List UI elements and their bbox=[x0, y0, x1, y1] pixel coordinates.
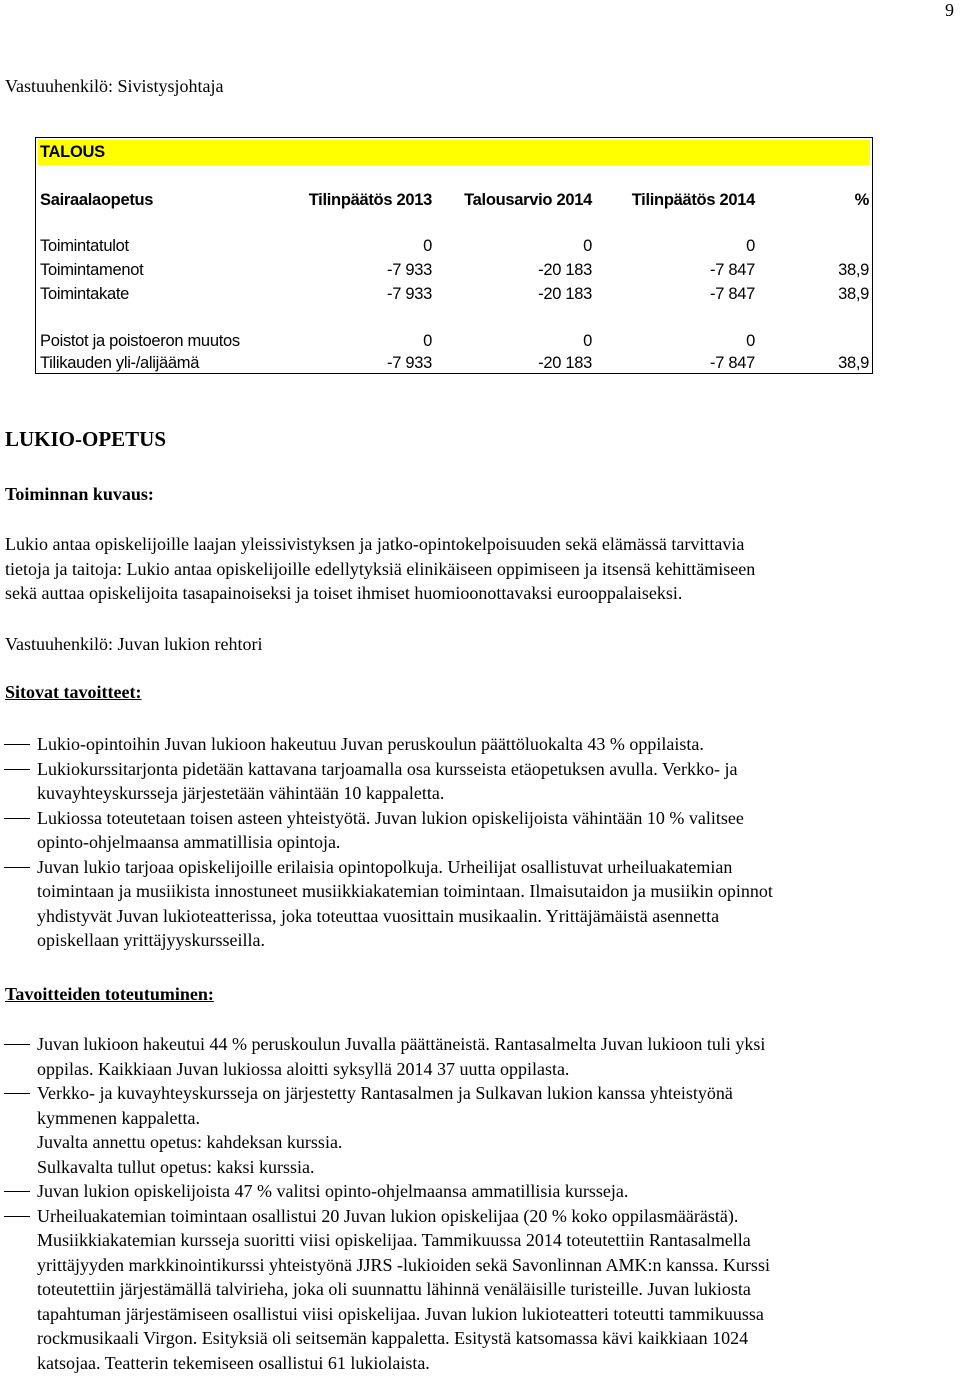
header-col-2: Talousarvio 2014 bbox=[464, 191, 592, 209]
row-value: -20 183 bbox=[538, 354, 592, 372]
row-value: -7 933 bbox=[387, 261, 432, 279]
toteutuminen-list bbox=[0, 1032, 950, 1375]
vastuuhenkilo-line: Vastuuhenkilö: Sivistysjohtaja bbox=[5, 76, 224, 96]
list-item-line: Juvan lukio tarjoaa opiskelijoille erilaisia opintopolkuja. Urheilijat osallistuvat urheiluakatemian bbox=[37, 856, 733, 877]
list-item bbox=[0, 855, 950, 953]
list-item-line: yrittäjyyden markkinointikurssi yhteistyönä JJRS -lukioiden sekä Savonlinnan AMK:n kanssa. Kurssi bbox=[37, 1254, 770, 1275]
list-item-line: Urheiluakatemian toimintaan osallistui 20 Juvan lukion opiskelijaa (20 % koko oppilasmäärästä). bbox=[37, 1205, 739, 1226]
section-title: LUKIO-OPETUS bbox=[5, 427, 167, 451]
vastuuhenkilo-line: Vastuuhenkilö: Juvan lukion rehtori bbox=[5, 634, 263, 654]
finance-row bbox=[36, 259, 872, 281]
row-label: Poistot ja poistoeron muutos bbox=[40, 332, 240, 350]
list-item-line: Musiikkiakatemian kursseja suoritti viisi opiskelijaa. Tammikuussa 2014 toteutettiin Rantasalmella bbox=[37, 1230, 751, 1250]
header-col-1: Tilinpäätös 2013 bbox=[308, 191, 432, 209]
row-label: Toimintamenot bbox=[40, 261, 144, 279]
kuvaus-heading: Toiminnan kuvaus: bbox=[5, 484, 154, 504]
row-percent: 38,9 bbox=[838, 354, 869, 372]
list-item bbox=[0, 1179, 950, 1204]
finance-row bbox=[36, 352, 872, 374]
finance-title: TALOUS bbox=[38, 140, 870, 165]
kuvaus-paragraph bbox=[5, 532, 945, 606]
list-item bbox=[0, 1081, 950, 1179]
list-item bbox=[0, 806, 950, 855]
tavoitteet-list bbox=[0, 732, 950, 953]
row-value: -7 847 bbox=[710, 285, 755, 303]
list-item-line: Juvan lukioon hakeutui 44 % peruskoulun Juvalla päättäneistä. Rantasalmelta Juvan lukioon tuli yksi bbox=[37, 1034, 766, 1054]
list-item-line: Lukiokurssitarjonta pidetään kattavana tarjoamalla osa kursseista etäopetuksen avulla. Verkko- ja bbox=[37, 758, 738, 779]
list-item-line: oppilas. Kaikkiaan Juvan lukiossa aloitti syksyllä 2014 37 uutta oppilasta. bbox=[37, 1058, 570, 1079]
row-percent: 38,9 bbox=[838, 261, 869, 279]
list-item-line: toimintaan ja musiikista innostuneet musiikkiakatemian toimintaan. Ilmaisutaidon ja musiikin opinnot bbox=[37, 881, 773, 901]
row-value: 0 bbox=[423, 332, 432, 350]
row-percent: 38,9 bbox=[838, 285, 869, 303]
list-item-line: kuvayhteyskursseja järjestetään vähintään 10 kappaletta. bbox=[37, 783, 445, 803]
list-item-line: Juvalta annettu opetus: kahdeksan kurssia. bbox=[37, 1132, 343, 1152]
list-item bbox=[0, 1204, 950, 1376]
row-value: 0 bbox=[746, 332, 755, 350]
list-item-line: Verkko- ja kuvayhteyskursseja on järjestetty Rantasalmen ja Sulkavan lukion kanssa yhteistyönä bbox=[37, 1083, 733, 1103]
list-item-line: yhdistyvät Juvan lukioteatterissa, joka toteuttaa vuosittain musikaalin. Yrittäjämäistä asennetta bbox=[37, 905, 720, 926]
row-value: -7 933 bbox=[387, 354, 432, 372]
list-item-line: Lukiossa toteutetaan toisen asteen yhteistyötä. Juvan lukion opiskelijoista vähintään 10 % valitsee bbox=[37, 807, 744, 828]
list-item-line: Sulkavalta tullut opetus: kaksi kurssia. bbox=[37, 1156, 315, 1177]
list-item-line: Lukio-opintoihin Juvan lukioon hakeutuu Juvan peruskoulun päättöluokalta 43 % oppilaista. bbox=[37, 734, 704, 754]
row-value: -7 847 bbox=[710, 354, 755, 372]
row-value: -20 183 bbox=[538, 285, 592, 303]
tavoitteet-heading: Sitovat tavoitteet: bbox=[5, 682, 142, 702]
row-label: Toimintatulot bbox=[40, 237, 129, 255]
list-item-line: tapahtuman järjestämiseen osallistui viisi opiskelijaa. Juvan lukion lukioteatteri toteutti tammikuussa bbox=[37, 1303, 764, 1324]
row-value: -20 183 bbox=[538, 261, 592, 279]
header-label: Sairaalaopetus bbox=[40, 191, 154, 209]
kuvaus-line: sekä auttaa opiskelijoita tasapainoiseksi ja toiset ihmiset huomioonottavaksi eurooppalaiseksi. bbox=[5, 583, 683, 603]
row-value: 0 bbox=[423, 237, 432, 255]
list-item bbox=[0, 757, 950, 806]
row-label: Toimintakate bbox=[40, 285, 130, 303]
toteutuminen-heading: Tavoitteiden toteutuminen: bbox=[5, 984, 214, 1004]
list-item-line: opinto-ohjelmaansa ammatillisia opintoja. bbox=[37, 832, 341, 852]
list-item-line: katsojaa. Teatterin tekemiseen osallistui 61 lukiolaista. bbox=[37, 1352, 430, 1373]
row-value: 0 bbox=[583, 332, 592, 350]
list-item bbox=[0, 732, 950, 757]
header-col-4: % bbox=[854, 191, 869, 209]
list-item-line: Juvan lukion opiskelijoista 47 % valitsi opinto-ohjelmaansa ammatillisia kursseja. bbox=[37, 1181, 629, 1201]
finance-row bbox=[36, 235, 872, 257]
row-value: -7 847 bbox=[710, 261, 755, 279]
row-value: 0 bbox=[583, 237, 592, 255]
list-item-line: kymmenen kappaletta. bbox=[37, 1107, 200, 1128]
page-number: 9 bbox=[945, 0, 954, 20]
list-item-line: toteutettiin järjestämällä talvirieha, joka oli suunnattu lähinnä venäläisille turisteille. Juvan lukiosta bbox=[37, 1279, 751, 1299]
list-item-line: rockmusikaali Virgon. Esityksiä oli seitsemän kappaletta. Esitystä katsomassa kävi kaikkiaan 1024 bbox=[37, 1328, 749, 1348]
list-item-line: opiskellaan yrittäjyyskursseilla. bbox=[37, 930, 265, 950]
row-value: 0 bbox=[746, 237, 755, 255]
list-item bbox=[0, 1032, 950, 1081]
kuvaus-line: Lukio antaa opiskelijoille laajan yleissivistyksen ja jatko-opintokelpoisuuden sekä elämässä tarvittavia bbox=[5, 534, 745, 554]
kuvaus-line: tietoja ja taitoja: Lukio antaa opiskelijoille edellytyksiä elinikäiseen oppimiseen ja itsensä kehittämiseen bbox=[5, 558, 756, 579]
row-value: -7 933 bbox=[387, 285, 432, 303]
row-label: Tilikauden yli-/alijäämä bbox=[40, 354, 200, 372]
finance-row bbox=[36, 330, 872, 352]
finance-table bbox=[35, 137, 873, 374]
header-col-3: Tilinpäätös 2014 bbox=[631, 191, 755, 209]
finance-row bbox=[36, 283, 872, 305]
finance-header-row bbox=[36, 189, 872, 211]
